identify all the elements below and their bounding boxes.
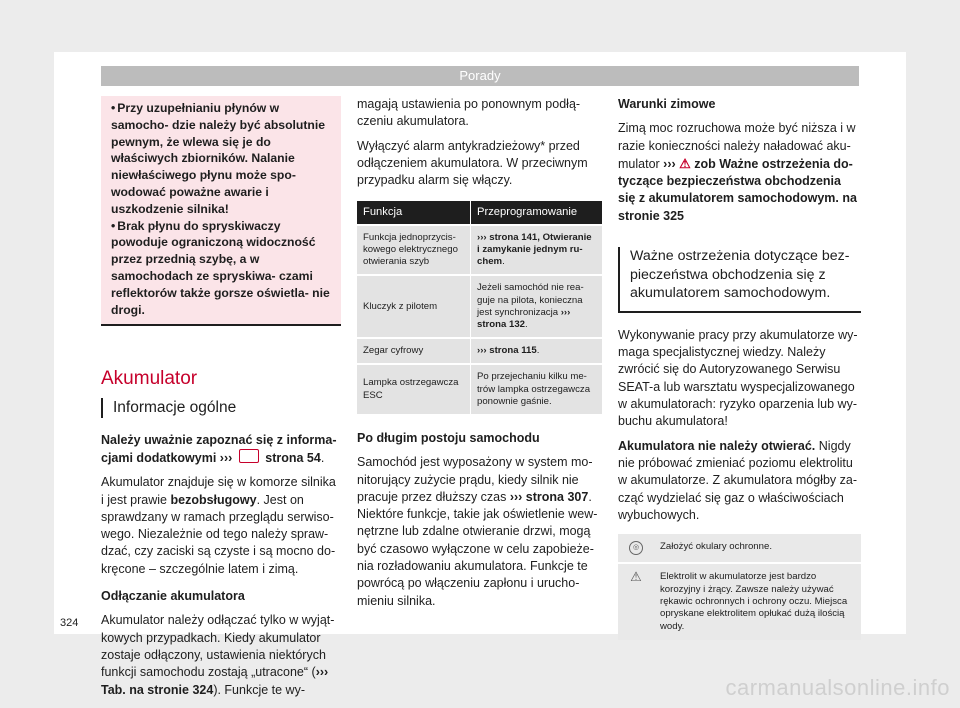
paragraph: Wyłączyć alarm antykradzieżowy* przed odłączeniem akumulatora. W przeciwnym przypadku alarm się włączy.	[357, 138, 588, 188]
watermark: carmanualsonline.info	[725, 675, 950, 700]
paragraph: Akumulatora nie należy otwierać. Nigdy nie próbować zmieniać poziomu elektrolitu w akumulatorze. Z akumulatora mógłby za- cząć wydzielać się gaz o właściwościach wybuchowych.	[618, 438, 857, 522]
table-header: Przeprogramowanie	[471, 201, 603, 224]
table-row: Kluczyk z pilotem Jeżeli samochód nie rea- guje na pilota, konieczna jest synchronizacja ››› strona 132.	[357, 275, 603, 338]
safety-glasses-icon: ◎	[629, 541, 643, 555]
warning-item: • Brak płynu do spryskiwaczy powoduje ograniczoną widoczność przez przednią szybę, a w samochodach ze spryskiwa- czami reflektorów także gorsze oświetla- nie drogi.	[111, 218, 330, 317]
bullet-icon: •	[111, 101, 116, 115]
page-number: 324	[60, 617, 79, 629]
warning-box	[101, 96, 341, 326]
table-row: Zegar cyfrowy ››› strona 115.	[357, 338, 603, 364]
paragraph: Akumulator znajduje się w komorze silnika i jest prawie bezobsługowy. Jest on sprawdzany w ramach przeglądu serwiso- wego. Niezależnie od tego należy spraw- dzać, czy zaciski są czyste i są mocno do- kręcone – szczególnie latem i zimą.	[101, 475, 336, 576]
table-row: Funkcja jednoprzycis- kowego elektrycznego otwierania szyb ››› strona 141, Otwieranie i zamykanie jednym ru- chem.	[357, 225, 603, 276]
corrosive-warning-icon: ⚠	[630, 569, 642, 585]
subsection-title: Informacje ogólne	[101, 398, 341, 418]
safety-notes-table	[618, 532, 861, 640]
manual-book-icon	[239, 449, 259, 463]
functions-table	[357, 201, 603, 413]
warning-link[interactable]: ››› ⚠ zob Ważne ostrzeżenia do- tyczące bezpieczeństwa obchodzenia się z akumulatorem samochodowym. na stronie 325	[618, 155, 857, 223]
page-link[interactable]: ››› strona 132	[477, 306, 571, 330]
page-link[interactable]: ››› strona 307	[509, 489, 589, 504]
heading-standstill: Po długim postoju samochodu	[357, 430, 540, 445]
paragraph: magają ustawienia po ponownym podłą- czeniu akumulatora.	[357, 97, 581, 129]
bullet-icon: •	[111, 218, 116, 233]
paragraph: Wykonywanie pracy przy akumulatorze wy- maga specjalistycznej wiedzy. Należy zwrócić się do Autoryzowanego Serwisu SEAT-a lub warsztatu wyspecjalizowanego w akumulatorach: ryzyko oparzenia lub wy- buchu akumulatora!	[618, 327, 858, 429]
heading-winter: Warunki zimowe	[618, 97, 716, 111]
page-link[interactable]: ››› strona 141, Otwieranie i zamykanie jednym ru- chem	[477, 231, 592, 268]
warning-item: • Przy uzupełnianiu płynów w samocho- dzie należy być absolutnie pewnym, że wlewa się je do właściwych zbiorników. Nalanie niewłaściwego płynu może spo- wodować poważne awarie i uszkodzenie silnika!	[111, 101, 326, 216]
column-right	[618, 96, 861, 640]
heading-disconnect: Odłączanie akumulatora	[101, 589, 245, 604]
paragraph: Akumulator należy odłączać tylko w wyjąt- kowych przypadkach. Kiedy akumulator zostaje odłączony, ustawienia niektórych funkcji samochodu zostają „utracone“ (››› Tab. na stronie 324). Funkcje te wy-	[101, 613, 335, 697]
paragraph: Samochód jest wyposażony w system mo- nitorujący zużycie prądu, kiedy silnik nie pracuje przez dłuższy czas ››› strona 307. Niektóre funkcje, takie jak oświetlenie wew- nętrzne lub zdalne otwieranie drzwi, mogą być czasowo wyłączone w celu zapobieże- nia rozładowaniu akumulatora. Funkcje te powrócą po włączeniu zapłonu i urucho- mieniu silnika.	[357, 455, 598, 608]
section-title: Akumulator	[101, 368, 198, 390]
table-row: Lampka ostrzegawcza ESC Po przejechaniu kilku me- trów lampka ostrzegawcza ponownie gaśnie.	[357, 364, 603, 414]
page-header: Porady	[101, 66, 859, 86]
page-link[interactable]: ››› strona 54	[219, 450, 321, 465]
column-middle	[357, 96, 603, 617]
intro-paragraph: Należy uważnie zapoznać się z informa- cjami dodatkowymi ››› strona 54.	[101, 432, 337, 465]
warning-triangle-icon: ⚠	[679, 155, 691, 171]
table-link[interactable]: ››› Tab. na stronie 324	[101, 665, 329, 697]
table-row: ◎ Założyć okulary ochronne.	[618, 533, 861, 563]
table-header: Funkcja	[357, 201, 471, 224]
column-left	[101, 96, 341, 706]
paragraph: Zimą moc rozruchowa może być niższa i w razie konieczności należy naładować aku- mulator ››› ⚠ zob Ważne ostrzeżenia do- tyczące bezpieczeństwa obchodzenia się z akumulatorem samochodowym. na stronie 325	[618, 121, 857, 223]
table-row: ⚠ Elektrolit w akumulatorze jest bardzo korozyjny i żrący. Zawsze należy używać rękawic ochronnych i ochrony oczu. Miejsca opryskane elektrolitem opłukać dużą ilością wody.	[618, 563, 861, 640]
page-link[interactable]: ››› strona 115	[477, 345, 537, 357]
warning-heading: Ważne ostrzeżenia dotyczące bez- pieczeństwa obchodzenia się z akumulatorem samochodowym.	[618, 247, 861, 313]
